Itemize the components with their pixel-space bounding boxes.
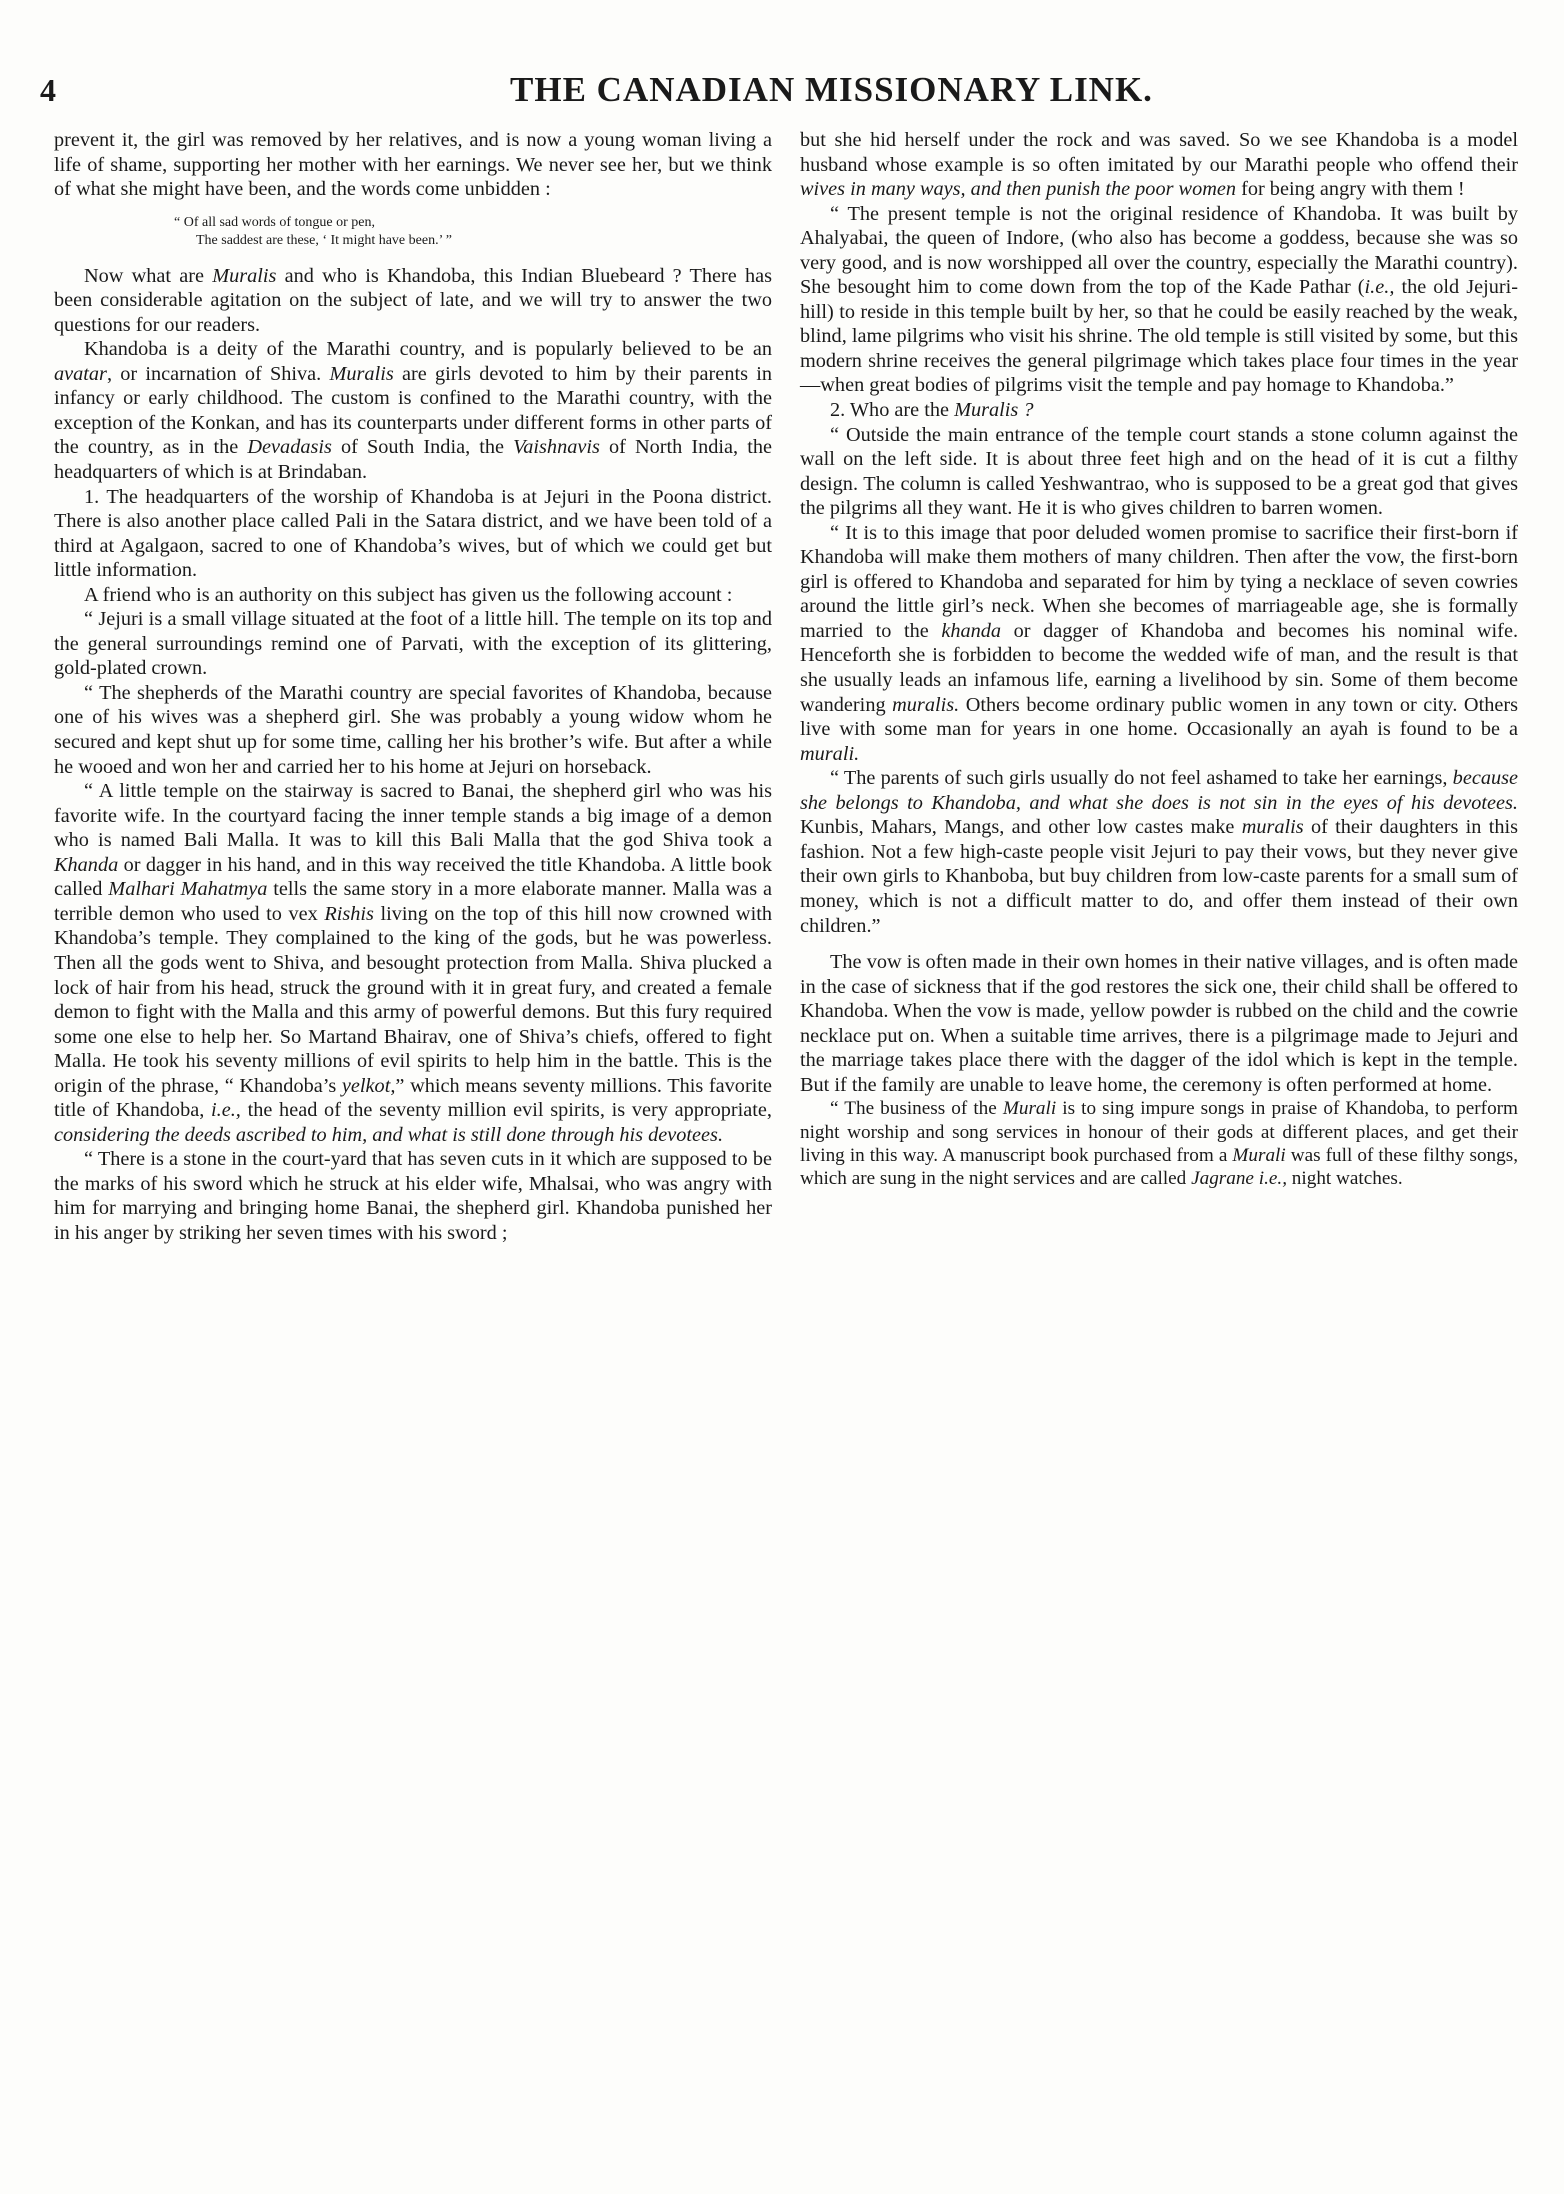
paragraph: “ Jejuri is a small village situated at the foot of a little hill. The temple on its top and the general surroundings remind one of Parvati, with the exception of its glittering, gold-plated crown. bbox=[54, 608, 772, 680]
paragraph: A friend who is an authority on this subject has given us the following account : bbox=[84, 583, 733, 606]
verse-line: The saddest are these, ‘ It might have been.’ ” bbox=[196, 232, 452, 248]
section-heading: 2. Who are the Muralis ? bbox=[830, 399, 1034, 422]
left-column bbox=[54, 128, 772, 1246]
running-title: THE CANADIAN MISSIONARY LINK. bbox=[510, 70, 1153, 109]
paragraph: but she hid herself under the rock and was saved. So we see Khandoba is a model husband whose example is so often imitated by our Marathi people who offend their wives in many ways, and then punish the poor women for being angry with them ! bbox=[800, 129, 1518, 201]
paragraph: “ There is a stone in the court-yard that has seven cuts in it which are supposed to be the marks of his sword which he struck at his elder wife, Mhalsai, who was angry with him for marrying and bringing home Banai, the shepherd girl. Khandoba punished her in his anger by striking her seven times with his sword ; bbox=[54, 1148, 772, 1244]
paragraph: “ The present temple is not the original residence of Khandoba. It was built by Ahalyabai, the queen of Indore, (who also has become a goddess, because she was so very good, and is now worshipped all over the country, especially the Marathi country). She besought him to come down from the top of the Kade Pathar (i.e., the old Jejuri-hill) to reside in this temple built by her, so that he could be easily reached by the weak, blind, lame pilgrims who visit his shrine. The old temple is still visited by some, but this modern shrine receives the general pilgrimage which takes place four times in the year—when great bodies of pilgrims visit the temple and pay homage to Khandoba.” bbox=[800, 202, 1519, 397]
page-number: 4 bbox=[40, 72, 56, 108]
paragraph: Now what are Muralis and who is Khandoba, this Indian Bluebeard ? There has been considerable agitation on the subject of late, and we will try to answer the two questions for our readers. bbox=[54, 264, 773, 336]
paragraph: “ The shepherds of the Marathi country are special favorites of Khandoba, because one of his wives was a shepherd girl. She was probably a young widow whom he secured and kept shut up for some time, calling her his brother’s wife. But after a while he wooed and won her and carried her to his home at Jejuri on horseback. bbox=[54, 681, 772, 778]
verse-quotation bbox=[54, 214, 772, 250]
paragraph: “ Outside the main entrance of the temple court stands a stone column against the wall on the left side. It is about three feet high and on the head of it is cut a filthy design. The column is called Yeshwantrao, who is supposed to be a great god that gives the pilgrims all they want. He it is who gives children to barren women. bbox=[800, 423, 1518, 520]
verse-line: “ Of all sad words of tongue or pen, bbox=[174, 214, 376, 230]
paragraph: “ It is to this image that poor deluded women promise to sacrifice their first-born if Khandoba will make them mothers of many children. Then after the vow, the first-born girl is offered to Khandoba and separated for him by tying a necklace of seven cowries around the little girl’s neck. When she becomes of marriageable age, she is formally married to the khanda or dagger of Khandoba and becomes his nominal wife. Henceforth she is forbidden to become the wedded wife of man, and the result is that she usually leads an infamous life, earning a livelihood by sin. Some of them become wandering muralis. Others become ordinary public women in any town or city. Others live with some man for years in one home. Occasionally an ayah is found to be a murali. bbox=[800, 521, 1519, 765]
paragraph: “ The parents of such girls usually do not feel ashamed to take her earnings, because she belongs to Khandoba, and what she does is not sin in the eyes of his devotees. Kunbis, Mahars, Mangs, and other low castes make muralis of their daughters in this fashion. Not a few high-caste people visit Jejuri to pay their vows, but they never give their own girls to Khanboba, but buy children from low-caste parents for a small sum of money, which is not a difficult matter to do, and offer them instead of their own children.” bbox=[800, 767, 1519, 937]
page-header bbox=[40, 70, 1520, 120]
right-column bbox=[800, 128, 1518, 1190]
paragraph: 1. The headquarters of the worship of Khandoba is at Jejuri in the Poona district. There is also another place called Pali in the Satara district, and we have been told of a third at Agalgaon, sacred to one of Khandoba’s wives, but of which we could get but little information. bbox=[54, 485, 772, 582]
paragraph: prevent it, the girl was removed by her relatives, and is now a young woman living a life of shame, supporting her mother with her earnings. We never see her, but we think of what she might have been, and the words come unbidden : bbox=[54, 129, 772, 201]
paragraph: The vow is often made in their own homes in their native villages, and is often made in the case of sickness that if the god restores the sick one, their child shall be offered to Khandoba. When the vow is made, yellow powder is rubbed on the child and the cowrie necklace put on. When a suitable time arrives, there is a pilgrimage made to Jejuri and the marriage takes place there with the dagger of the idol which is kept in the temple. But if the family are unable to leave home, the ceremony is often performed at home. bbox=[800, 951, 1518, 1096]
paragraph: “ A little temple on the stairway is sacred to Banai, the shepherd girl who was his favorite wife. In the courtyard facing the inner temple stands a big image of a demon who is named Bali Malla. It was to kill this Bali Malla that the god Shiva took a Khanda or dagger in his hand, and in this way received the title Khandoba. A little book called Malhari Mahatmya tells the same story in a more elaborate manner. Malla was a terrible demon who used to vex Rishis living on the top of this hill now crowned with Khandoba’s temple. They complained to the king of the gods, but he was powerless. Then all the gods went to Shiva, and besought protection from Malla. Shiva plucked a lock of hair from his head, struck the ground with it in great fury, and created a female demon to fight with the Malla and this army of powerful demons. But this fury required some one else to help her. So Martand Bhairav, one of Shiva’s chiefs, offered to fight Malla. He took his seventy millions of evil spirits to help him in the battle. This is the origin of the phrase, “ Khandoba’s yelkot,” which means seventy millions. This favorite title of Khandoba, i.e., the head of the seventy million evil spirits, is very appropriate, considering the deeds ascribed to him, and what is still done through his devotees. bbox=[54, 780, 772, 1146]
paragraph: Khandoba is a deity of the Marathi country, and is popularly believed to be an avatar, or incarnation of Shiva. Muralis are girls devoted to him by their parents in infancy or early childhood. The custom is confined to the Marathi country, with the exception of the Konkan, and has its counterparts under different forms in other parts of the country, as in the Devadasis of South India, the Vaishnavis of North India, the headquarters of which is at Brindaban. bbox=[54, 338, 772, 484]
paragraph: “ The business of the Murali is to sing impure songs in praise of Khandoba, to perform night worship and song services in honour of their gods at different places, and get their living in this way. A manuscript book purchased from a Murali was full of these filthy songs, which are sung in the night services and are called Jagrane i.e., night watches. bbox=[800, 1098, 1518, 1189]
